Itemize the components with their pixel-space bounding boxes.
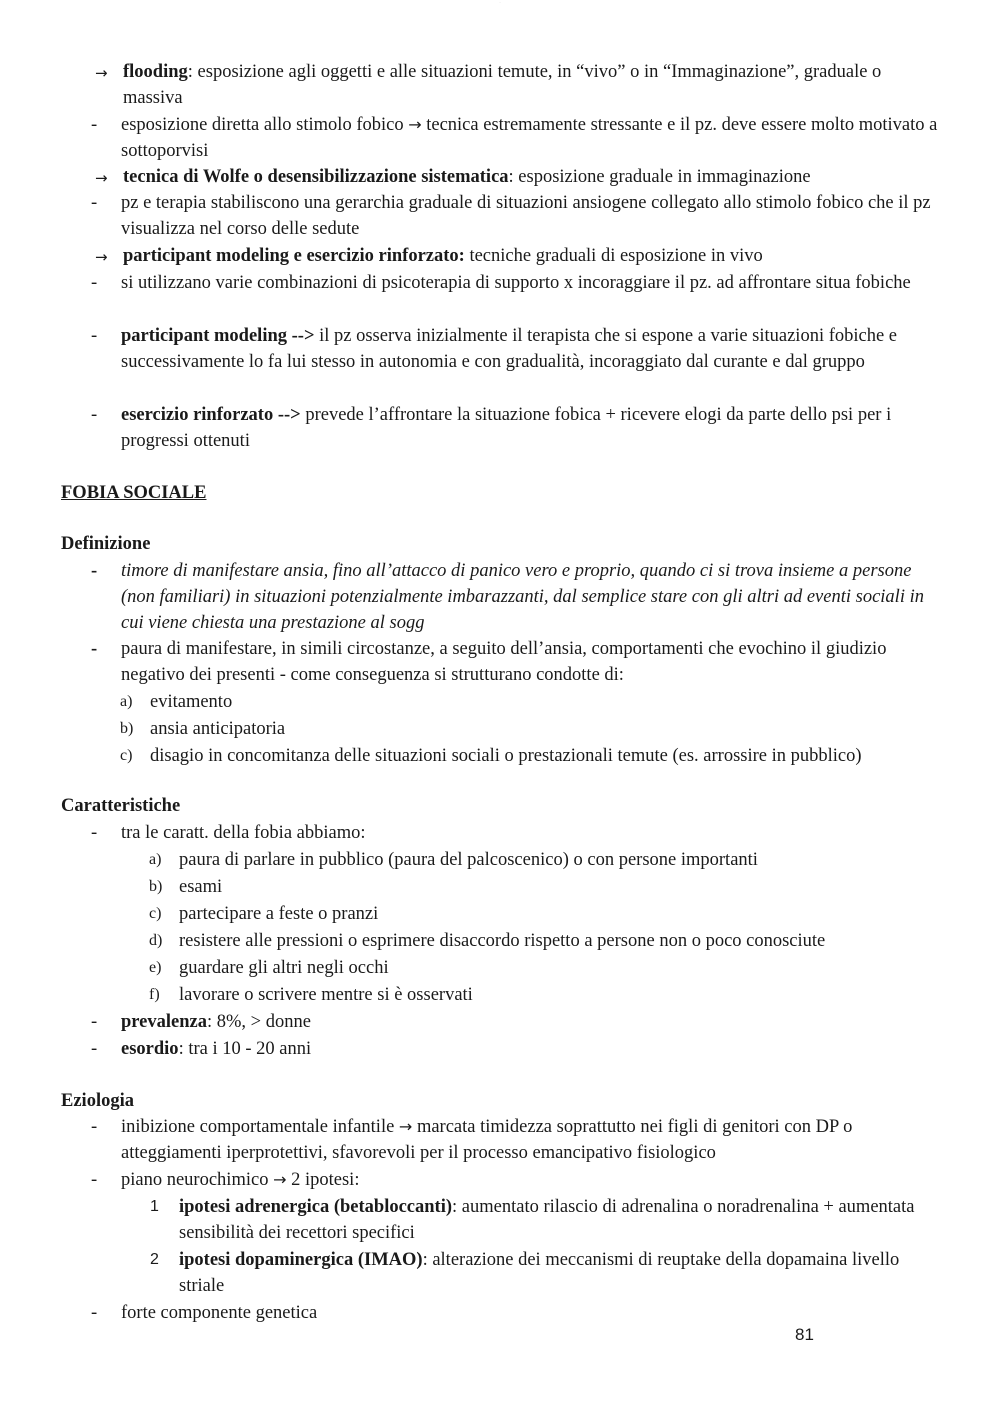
list-item-pm [91,323,941,375]
dash-bullet: - [91,639,98,659]
dash-bullet: - [91,1303,98,1323]
sub-item-def-b [120,716,950,742]
dash-bullet: - [91,1012,98,1032]
sub-marker: c) [149,905,162,922]
sub-marker: d) [149,932,163,949]
pm-text: il pz osserva inizialmente il terapista che si espone a varie situazioni fobiche e successivamente lo fa lui stesso in autonomia e con gradualità, incoraggiato dal curante e dal gruppo [121,326,898,372]
sub-marker: a) [120,693,133,710]
def-item1-text: timore di manifestare ansia, fino all’attacco di panico vero e proprio, quando ci si trova insieme a persone (non familiari) in situazioni potenzialmente imbarazzanti, dal semplice stare con gli altri ad eventi sociali in cui viene chiesta una prestazione al sogg [121,561,924,633]
list-item-flooding-detail [91,112,941,164]
sub-marker: b) [149,878,163,895]
def-item2-text: paura di manifestare, in simili circostanze, a seguito dell’ansia, comportamenti che evochino il giudizio negativo dei presenti - come conseguenza si strutturano condotte di: [121,639,887,685]
list-item-esordio [91,1036,941,1062]
sub-text: resistere alle pressioni o esprimere disaccordo rispetto a persone non o poco conosciute [179,931,826,951]
dash-bullet: - [91,115,98,135]
term-esordio: esordio [121,1039,179,1059]
implies-arrow-icon: → [273,1170,287,1189]
participant-detail-text: si utilizzano varie combinazioni di psicoterapia di supporto x incoraggiare il pz. ad affrontare situa fobiche [121,273,911,293]
sub-item-hyp-1 [150,1194,939,1246]
list-item-ez-1 [91,1114,941,1166]
list-item-car-1 [91,820,941,846]
list-item-def-1 [91,558,941,636]
sub-marker: 2 [150,1251,159,1268]
sub-item-car-a [149,847,949,873]
dash-bullet: - [91,273,98,293]
hyp2-text: : alterazione dei meccanismi di reuptake della dopamaina livello striale [179,1250,900,1296]
term-pm: participant modeling --> [121,326,315,346]
ez-item1-a: inibizione comportamentale infantile [121,1117,399,1137]
dash-bullet: - [91,561,98,581]
list-item-flooding [95,59,943,111]
esordio-text: : tra i 10 - 20 anni [178,1039,312,1059]
dash-bullet: - [91,405,98,425]
sub-text: guardare gli altri negli occhi [179,958,389,978]
term-prevalenza: prevalenza [121,1012,207,1032]
sub-text: ansia anticipatoria [150,719,286,739]
term-participant: participant modeling e esercizio rinforzato: [123,246,465,266]
heading-eziologia: Eziologia [61,1091,134,1111]
arrow-bullet-icon: → [95,169,108,187]
sub-item-car-c [149,901,949,927]
sub-text: paura di parlare in pubblico (paura del palcoscenico) o con persone importanti [179,850,758,870]
dash-bullet: - [91,193,98,213]
sub-text: evitamento [150,692,233,712]
sub-marker: 1 [150,1198,159,1215]
sub-item-car-d [149,928,949,954]
flooding-text: : esposizione agli oggetti e alle situazioni temute, in “vivo” o in “Immaginazione”, graduale o massiva [123,62,882,108]
sub-item-car-f [149,982,949,1008]
term-wolfe: tecnica di Wolfe o desensibilizzazione sistematica [123,167,509,187]
sub-marker: e) [149,959,162,976]
list-item-er [91,402,941,454]
sub-text: disagio in concomitanza delle situazioni sociali o prestazionali temute (es. arrossire in pubblico) [150,746,862,766]
heading-caratteristiche: Caratteristiche [61,796,181,816]
flooding-detail-a: esposizione diretta allo stimolo fobico [121,115,409,135]
sub-marker: c) [120,747,133,764]
header-mark: ... [498,0,502,4]
list-item-wolfe-detail [91,190,941,242]
wolfe-detail-text: pz e terapia stabiliscono una gerarchia graduale di situazioni ansiogene collegato allo stimolo fobico che il pz visualizza nel corso delle sedute [121,193,931,239]
section-title: FOBIA SOCIALE [61,483,207,503]
ez-item1-b: marcata timidezza soprattutto nei figli di genitori con DP o atteggiamenti iperprotettivi, sfavorevoli per il processo emancipativo fisiologico [121,1117,853,1163]
dash-bullet: - [91,1039,98,1059]
er-text: prevede l’affrontare la situazione fobica + ricevere elogi da parte dello psi per i progressi ottenuti [121,405,892,451]
dash-bullet: - [91,823,98,843]
term-hyp1: ipotesi adrenergica (betabloccanti) [179,1197,453,1217]
sub-item-car-e [149,955,949,981]
flooding-detail-b: tecnica estremamente stressante e il pz. deve essere molto motivato a sottoporvisi [121,115,938,161]
wolfe-text: : esposizione graduale in immaginazione [508,167,811,187]
term-er: esercizio rinforzato --> [121,405,301,425]
term-flooding: flooding [123,62,188,82]
ez-item2-a: piano neurochimico [121,1170,274,1190]
sub-item-car-b [149,874,949,900]
sub-text: lavorare o scrivere mentre si è osservati [179,985,473,1005]
sub-item-hyp-2 [150,1247,939,1299]
list-item-ez-2 [91,1167,941,1193]
dash-bullet: - [91,1170,98,1190]
sub-text: esami [179,877,223,897]
sub-text: partecipare a feste o pranzi [179,904,379,924]
car-item1-text: tra le caratt. della fobia abbiamo: [121,823,366,843]
list-item-participant-detail [91,270,941,296]
dash-bullet: - [91,1117,98,1137]
heading-definizione: Definizione [61,534,151,554]
page-number: 81 [795,1325,814,1344]
hyp1-text: : aumentato rilascio di adrenalina o noradrenalina + aumentata sensibilità dei recettori specifici [179,1197,915,1243]
term-hyp2: ipotesi dopaminergica (IMAO) [179,1250,423,1270]
participant-text: tecniche graduali di esposizione in vivo [464,246,763,266]
sub-item-def-c [120,743,950,769]
implies-arrow-icon: → [408,115,422,134]
list-item-wolfe [95,164,943,190]
list-item-prevalenza [91,1009,941,1035]
list-item-ez-3 [91,1300,941,1326]
ez-item3-text: forte componente genetica [121,1303,318,1323]
list-item-def-2 [91,636,941,688]
arrow-bullet-icon: → [95,64,108,82]
sub-marker: f) [149,986,160,1003]
dash-bullet: - [91,326,98,346]
sub-item-def-a [120,689,950,715]
implies-arrow-icon: → [398,1117,413,1136]
list-item-participant [95,243,943,269]
prevalenza-text: : 8%, > donne [206,1012,311,1032]
sub-marker: b) [120,720,134,737]
arrow-bullet-icon: → [95,248,108,266]
sub-marker: a) [149,851,162,868]
ez-item2-b: 2 ipotesi: [286,1170,360,1190]
